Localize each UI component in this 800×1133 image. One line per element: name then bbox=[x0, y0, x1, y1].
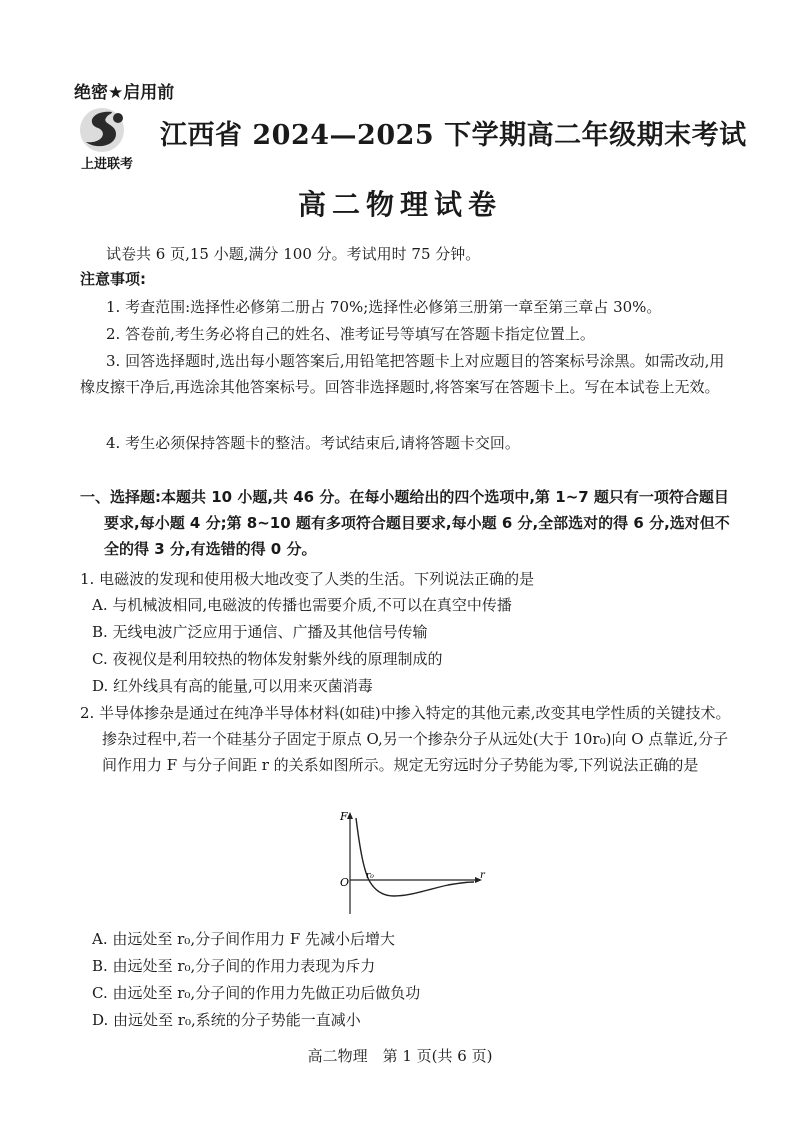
notice-item: 1. 考查范围:选择性必修第二册占 70%;选择性必修第三册第一章至第三章占 30%。 bbox=[106, 298, 662, 316]
logo-dot bbox=[113, 113, 123, 123]
notice-heading: 注意事项: bbox=[80, 270, 146, 288]
question-1-stem: 1. 电磁波的发现和使用极大地改变了人类的生活。下列说法正确的是 bbox=[80, 570, 535, 588]
graph-origin-label: O bbox=[340, 876, 350, 889]
graph-y-label: F bbox=[340, 810, 348, 823]
section-instructions bbox=[80, 484, 740, 562]
confidential-label: 绝密★启用前 bbox=[74, 83, 175, 103]
section-text: 一、选择题:本题共 10 小题,共 46 分。在每小题给出的四个选项中,第 1~7 题只有一项符合题目要求,每小题 4 分;第 8~10 题有多项符合题目要求,每小题 6 分,全部选对的得 6 分,选对但不全的得 3 分,有选错的得 0 分。 bbox=[80, 488, 730, 558]
exam-logo bbox=[72, 106, 142, 172]
paper-title: 高二物理试卷 bbox=[297, 188, 502, 221]
notice-item: 3. 回答选择题时,选出每小题答案后,用铅笔把答题卡上对应题目的答案标号涂黑。如需改动,用橡皮擦干净后,再选涂其他答案标号。回答非选择题时,将答案写在答题卡上。写在本试卷上无效。 bbox=[80, 352, 725, 396]
graph-y-arrow bbox=[347, 812, 353, 819]
page-footer: 高二物理 第 1 页(共 6 页) bbox=[307, 1047, 493, 1065]
q2-option-b: B. 由远处至 r₀,分子间的作用力表现为斥力 bbox=[92, 957, 376, 975]
notice-item: 2. 答卷前,考生务必将自己的姓名、准考证号等填写在答题卡指定位置上。 bbox=[106, 325, 595, 343]
notice-item: 4. 考生必须保持答题卡的整洁。考试结束后,请将答题卡交回。 bbox=[106, 434, 520, 452]
q1-option-c: C. 夜视仪是利用较热的物体发射紫外线的原理制成的 bbox=[92, 650, 443, 668]
force-distance-graph bbox=[328, 810, 488, 920]
logo-text: 上进联考 bbox=[80, 157, 134, 172]
graph-r0-label: r₀ bbox=[366, 871, 374, 881]
question-2-stem: 2. 半导体掺杂是通过在纯净半导体材料(如硅)中掺入特定的其他元素,改变其电学性质的关键技术。掺杂过程中,若一个硅基分子固定于原点 O,另一个掺杂分子从远处(大于 10r₀)向 O 点靠近,分子间作用力 F 与分子间距 r 的关系如图所示。规定无穷远时分子势能为零,下列说法正确的是 bbox=[80, 704, 731, 774]
q1-option-d: D. 红外线具有高的能量,可以用来灭菌消毒 bbox=[92, 677, 373, 695]
q1-option-a: A. 与机械波相同,电磁波的传播也需要介质,不可以在真空中传播 bbox=[92, 596, 512, 614]
graph-x-label: r bbox=[480, 870, 485, 881]
exam-intro: 试卷共 6 页,15 小题,满分 100 分。考试用时 75 分钟。 bbox=[106, 245, 481, 263]
q2-option-d: D. 由远处至 r₀,系统的分子势能一直减小 bbox=[92, 1011, 361, 1029]
graph-curve bbox=[356, 818, 474, 896]
q1-option-b: B. 无线电波广泛应用于通信、广播及其他信号传输 bbox=[92, 623, 428, 641]
q2-option-a: A. 由远处至 r₀,分子间作用力 F 先减小后增大 bbox=[92, 930, 396, 948]
q2-option-c: C. 由远处至 r₀,分子间的作用力先做正功后做负功 bbox=[92, 984, 421, 1002]
exam-title: 江西省 2024—2025 下学期高二年级期末考试 bbox=[160, 120, 747, 151]
